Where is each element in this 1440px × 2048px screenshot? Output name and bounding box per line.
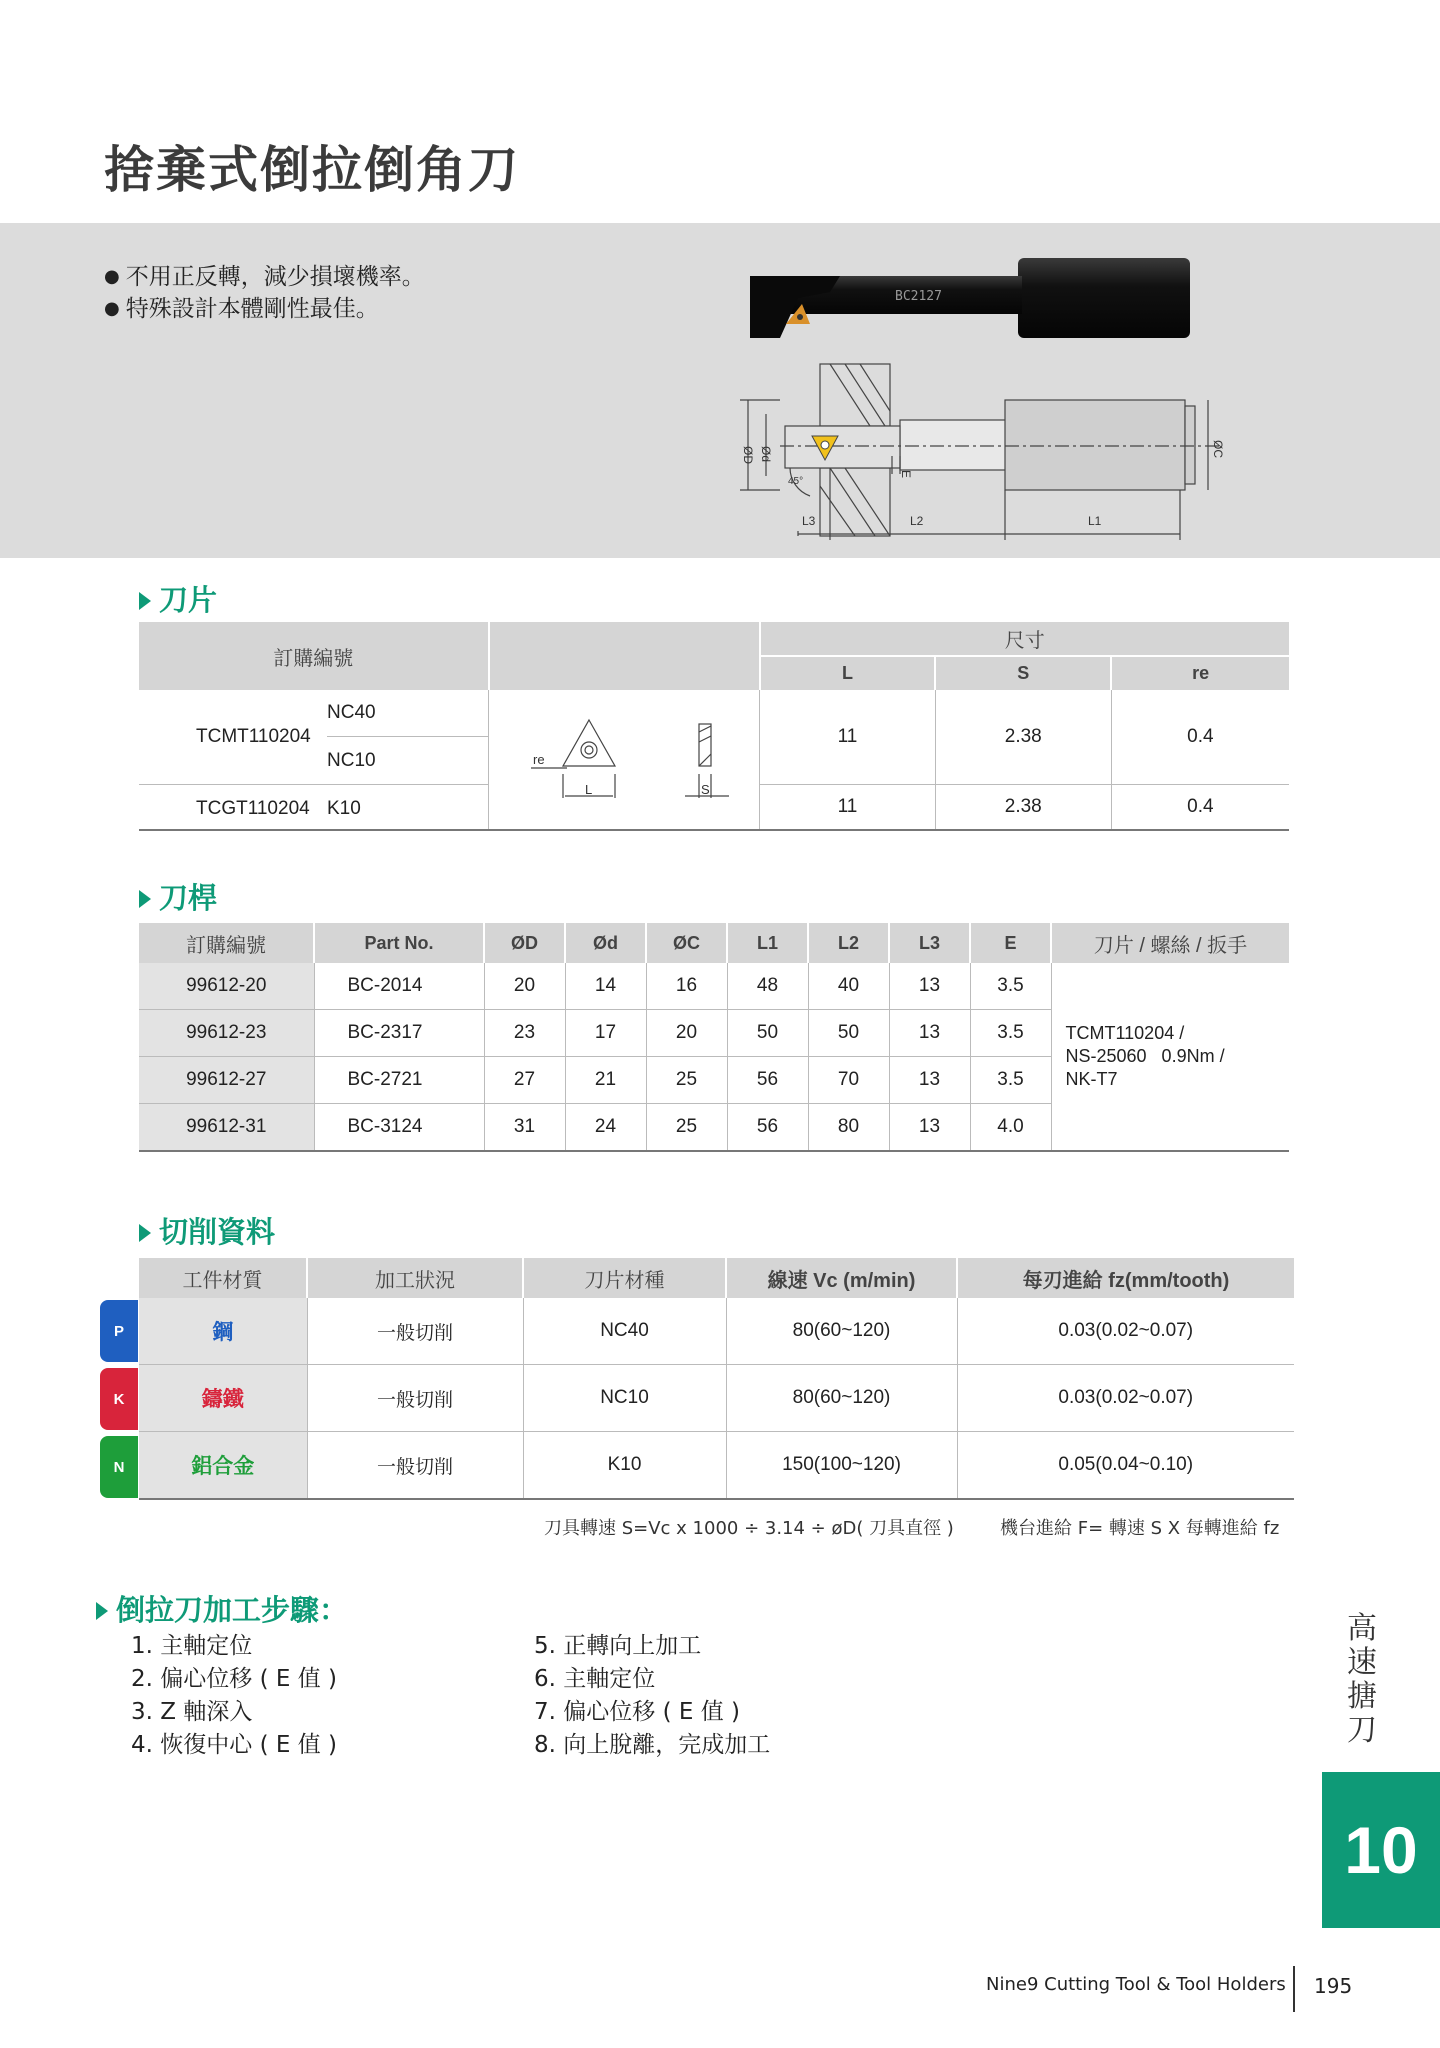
label-OD: ØD xyxy=(741,446,755,464)
label-L1: L1 xyxy=(1088,514,1102,528)
header-order-no: 訂購編號 xyxy=(139,622,489,690)
accessories-cell: TCMT110204 / NS-25060 0.9Nm / NK-T7 xyxy=(1051,963,1289,1151)
holders-heading: 刀桿 xyxy=(139,876,217,917)
page-title: 捨棄式倒拉倒角刀 xyxy=(104,141,520,199)
steps-heading: 倒拉刀加工步驟： xyxy=(96,1588,348,1629)
insert-row-2: TCGT110204 K10 xyxy=(196,797,361,819)
step-item: 6. 主軸定位 xyxy=(534,1666,656,1692)
formula-speed: 刀具轉速 S=Vc x 1000 ÷ 3.14 ÷ øD( 刀具直徑 ) xyxy=(544,1518,954,1539)
triangle-icon xyxy=(139,592,151,610)
footer-divider xyxy=(1293,1966,1295,2012)
tool-photo xyxy=(750,254,1195,344)
triangle-icon xyxy=(139,1224,151,1242)
table-row: 99612-20 BC-2014 20 14 16 48 40 13 3.5 TCMT110204 / NS-25060 0.9Nm / NK-T7 xyxy=(139,963,1289,1010)
material-tab-n: N xyxy=(100,1436,138,1498)
chapter-label: 高速搪刀 xyxy=(1347,1611,1377,1748)
tool-diagram xyxy=(720,356,1240,542)
step-item: 5. 正轉向上加工 xyxy=(534,1633,702,1659)
inserts-heading: 刀片 xyxy=(139,578,217,619)
table-row: 99612-27 BC-2721 27 21 25 56 70 13 3.5 xyxy=(139,1057,1289,1104)
feature-item: ● 特殊設計本體剛性最佳。 xyxy=(104,294,425,326)
label-OC: ØC xyxy=(1211,440,1225,458)
insert-sketch xyxy=(489,690,760,830)
header-L: L xyxy=(760,656,936,690)
svg-text:re: re xyxy=(533,751,545,767)
label-angle: 45° xyxy=(788,476,804,487)
table-row: 鋼 一般切削 NC40 80(60~120) 0.03(0.02~0.07) xyxy=(139,1298,1294,1365)
steps-right xyxy=(534,1630,770,1762)
svg-text:L: L xyxy=(585,781,593,797)
chapter-number: 10 xyxy=(1322,1772,1440,1928)
header-size: 尺寸 xyxy=(760,622,1289,656)
label-L2: L2 xyxy=(910,514,924,528)
feature-list xyxy=(104,262,425,326)
page-number: 195 xyxy=(1314,1974,1353,1998)
formula-feed: 機台進給 F= 轉速 S X 每轉進給 fz xyxy=(1000,1518,1280,1539)
step-item: 2. 偏心位移 ( E 值 ) xyxy=(131,1666,337,1692)
svg-text:S: S xyxy=(701,781,710,797)
inserts-table: 訂購編號 尺寸 L S re TCMT110204 NC40 NC10 re L S 11 2.38 0.4 TCGT110204 K10 11 2.38 0.4 xyxy=(139,622,1289,831)
header-re: re xyxy=(1111,656,1289,690)
triangle-icon xyxy=(139,890,151,908)
table-row: 鋁合金 一般切削 K10 150(100~120) 0.05(0.04~0.10) xyxy=(139,1432,1294,1500)
label-Od: Ød xyxy=(759,446,773,463)
cutting-heading: 切削資料 xyxy=(139,1210,275,1251)
label-L3: L3 xyxy=(802,514,816,528)
insert-row-1: TCMT110204 NC40 NC10 xyxy=(139,690,489,784)
footer-brand: Nine9 Cutting Tool & Tool Holders xyxy=(986,1974,1286,1995)
material-tab-p: P xyxy=(100,1300,138,1362)
step-item: 4. 恢復中心 ( E 值 ) xyxy=(131,1732,337,1758)
label-E: E xyxy=(899,470,913,479)
steps-left xyxy=(131,1630,337,1762)
table-row: 鑄鐵 一般切削 NC10 80(60~120) 0.03(0.02~0.07) xyxy=(139,1365,1294,1432)
insert-sketch-icon xyxy=(489,692,759,822)
tool-marking: BC2127 xyxy=(895,289,942,304)
step-item: 8. 向上脫離，完成加工 xyxy=(534,1732,771,1758)
header-sketch xyxy=(489,622,760,690)
feature-item: ● 不用正反轉，減少損壞機率。 xyxy=(104,262,425,294)
table-row: 99612-31 BC-3124 31 24 25 56 80 13 4.0 xyxy=(139,1104,1289,1152)
step-item: 1. 主軸定位 xyxy=(131,1633,253,1659)
table-row: 99612-23 BC-2317 23 17 20 50 50 13 3.5 xyxy=(139,1010,1289,1057)
step-item: 7. 偏心位移 ( E 值 ) xyxy=(534,1699,740,1725)
step-item: 3. Z 軸深入 xyxy=(131,1699,253,1725)
triangle-icon xyxy=(96,1602,108,1620)
header-S: S xyxy=(935,656,1111,690)
holders-table: 訂購編號 Part No. ØD Ød ØC L1 L2 L3 E 刀片 / 螺絲 / 扳手 99612-20 BC-2014 20 14 16 48 40 13 3.5 TCMT110204 / NS-25060 0.9Nm / NK-T7 99612-23 BC-2317 23 17 20 50 50 13 3.5 99612-27 BC-2721 27 21 25 56 70 13 3.5 99612-31 BC-3124 31 24 25 56 80 13 4.0 xyxy=(139,923,1289,1152)
material-tab-k: K xyxy=(100,1368,138,1430)
cutting-table: 工件材質 加工狀況 刀片材種 線速 Vc (m/min) 每刃進給 fz(mm/tooth) 鋼 一般切削 NC40 80(60~120) 0.03(0.02~0.07) 鑄鐵 一般切削 NC10 80(60~120) 0.03(0.02~0.07) 鋁合金 一般切削 K10 150(100~120) 0.05(0.04~0.10) xyxy=(139,1258,1294,1500)
